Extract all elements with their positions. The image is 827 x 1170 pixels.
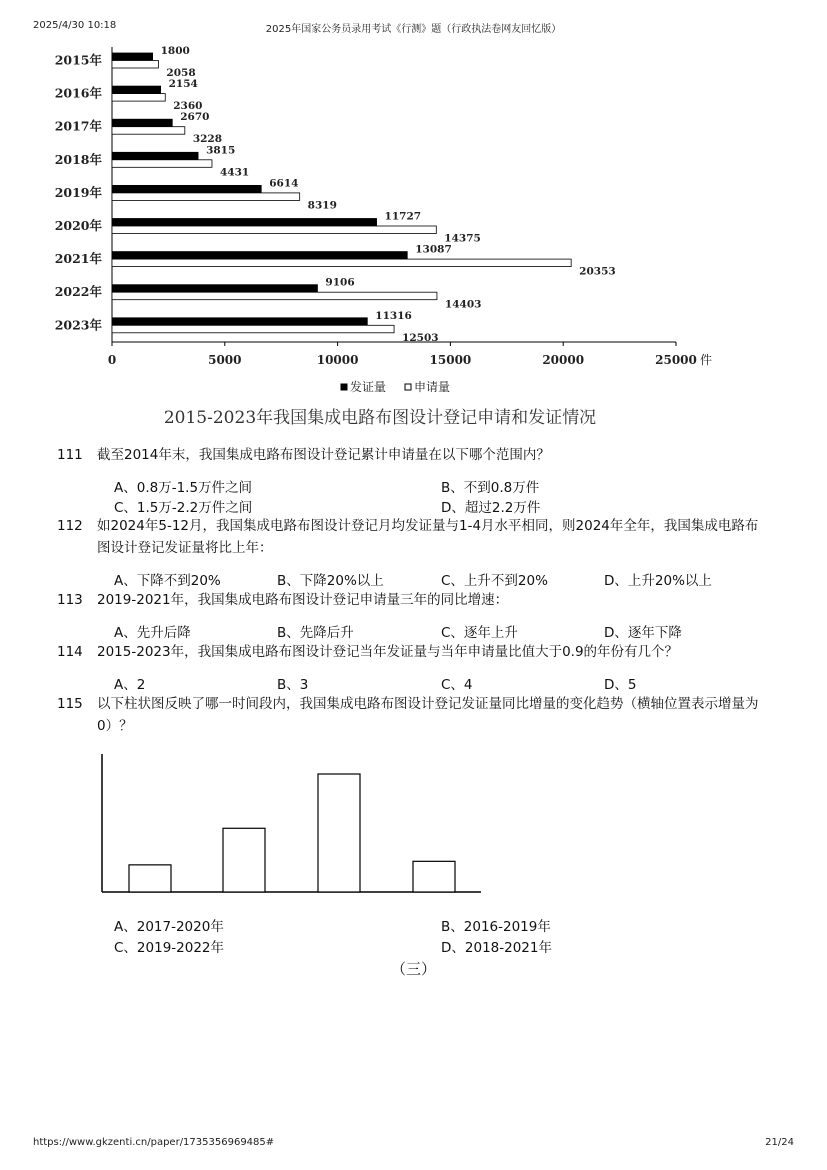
data-label: 2360 <box>173 100 203 113</box>
question-text: 以下柱状图反映了哪一时间段内，我国集成电路布图设计登记发证量同比增量的变化趋势（横轴位置表示增量为0）？ <box>97 696 759 734</box>
data-label: 3228 <box>192 133 223 146</box>
bar-issued <box>112 185 261 193</box>
mini-bar <box>223 828 265 892</box>
option-112-a[interactable]: A、下降不到20% <box>114 573 221 589</box>
data-label: 20353 <box>579 265 616 278</box>
x-tick-label: 15000 <box>429 353 472 367</box>
x-tick-label: 0 <box>107 353 117 367</box>
legend-swatch-applied <box>405 384 411 390</box>
y-tick-label: 2017年 <box>54 118 102 134</box>
mini-bar <box>129 865 171 892</box>
option-114-b[interactable]: B、3 <box>277 677 309 693</box>
legend-swatch-issued <box>341 384 347 390</box>
bar-issued <box>112 86 161 94</box>
bar-chart <box>0 0 827 400</box>
option-111-b[interactable]: B、不到0.8万件 <box>441 480 540 496</box>
document-title: 2025年国家公务员录用考试《行测》题（行政执法卷网友回忆版） <box>265 24 562 35</box>
bar-issued <box>112 119 172 127</box>
bar-applied <box>112 193 300 201</box>
bar-issued <box>112 285 317 293</box>
bar-applied <box>112 292 437 300</box>
option-113-b[interactable]: B、先降后升 <box>277 625 354 641</box>
y-tick-label: 2018年 <box>54 151 102 167</box>
x-tick-label: 20000 <box>542 353 585 367</box>
section-heading: （三） <box>390 960 436 978</box>
question-text: 如2024年5-12月，我国集成电路布图设计登记月均发证量与1-4月水平相同，则2024年全年，我国集成电路布图设计登记发证量将比上年： <box>97 518 759 556</box>
data-label: 3815 <box>206 144 236 157</box>
option-115-a[interactable]: A、2017-2020年 <box>114 919 224 935</box>
x-tick-label: 10000 <box>316 353 359 367</box>
question-number: 113 <box>57 592 83 608</box>
bar-issued <box>112 252 407 260</box>
option-113-a[interactable]: A、先升后降 <box>114 625 191 641</box>
question-number: 112 <box>57 518 83 534</box>
x-tick-label: 5000 <box>208 353 242 367</box>
option-111-c[interactable]: C、1.5万-2.2万件之间 <box>114 500 253 516</box>
option-111-a[interactable]: A、0.8万-1.5万件之间 <box>114 480 253 496</box>
page-number: 21/24 <box>765 1137 794 1148</box>
y-tick-label: 2020年 <box>54 218 102 233</box>
option-112-d[interactable]: D、上升20%以上 <box>604 573 712 589</box>
data-label: 2154 <box>168 78 198 91</box>
bar-applied <box>112 259 571 267</box>
y-tick-label: 2019年 <box>54 184 102 200</box>
option-112-b[interactable]: B、下降20%以上 <box>277 573 384 589</box>
print-datetime: 2025/4/30 10:18 <box>33 20 117 31</box>
bar-applied <box>112 325 394 333</box>
bar-applied <box>112 127 185 135</box>
data-label: 9106 <box>325 276 355 289</box>
bar-applied <box>112 160 212 168</box>
option-114-d[interactable]: D、5 <box>604 677 637 693</box>
bar-applied <box>112 94 165 102</box>
y-tick-label: 2021年 <box>54 251 102 267</box>
question-number: 115 <box>57 696 83 712</box>
data-label: 14375 <box>444 232 481 245</box>
data-label: 2670 <box>180 111 210 124</box>
bar-applied <box>112 226 436 234</box>
data-label: 13087 <box>415 243 452 256</box>
data-label: 12503 <box>402 331 439 344</box>
bar-issued <box>112 318 367 326</box>
data-label: 6614 <box>269 177 299 190</box>
question-number: 114 <box>57 644 83 660</box>
question-text: 2019-2021年，我国集成电路布图设计登记申请量三年的同比增速： <box>97 592 509 608</box>
legend-label-applied: 申请量 <box>414 380 451 394</box>
data-label: 4431 <box>219 166 250 179</box>
option-114-c[interactable]: C、4 <box>441 677 473 693</box>
footer-url: https://www.gkzenti.cn/paper/1735356969485# <box>33 1137 275 1148</box>
question-text: 2015-2023年，我国集成电路布图设计登记当年发证量与当年申请量比值大于0.9的年份有几个？ <box>97 644 679 660</box>
y-tick-label: 2016年 <box>54 85 102 101</box>
option-113-d[interactable]: D、逐年下降 <box>604 625 682 641</box>
question-text: 截至2014年末，我国集成电路布图设计登记累计申请量在以下哪个范围内？ <box>97 447 550 463</box>
y-tick-label: 2022年 <box>54 284 102 300</box>
legend-label-issued: 发证量 <box>350 380 387 394</box>
option-115-c[interactable]: C、2019-2022年 <box>114 940 225 956</box>
data-label: 11316 <box>375 309 412 322</box>
option-112-c[interactable]: C、上升不到20% <box>441 573 548 589</box>
mini-bar <box>413 861 455 892</box>
option-114-a[interactable]: A、2 <box>114 677 146 693</box>
bar-issued <box>112 219 377 227</box>
chart-caption: 2015-2023年我国集成电路布图设计登记申请和发证情况 <box>163 408 597 428</box>
mini-bar <box>318 774 360 892</box>
y-tick-label: 2023年 <box>54 317 102 333</box>
data-label: 11727 <box>384 210 422 223</box>
y-tick-label: 2015年 <box>54 52 102 68</box>
data-label: 14403 <box>444 298 482 311</box>
option-115-d[interactable]: D、2018-2021年 <box>441 940 552 956</box>
x-tick-label: 25000 <box>655 353 697 367</box>
bar-issued <box>112 152 198 160</box>
option-113-c[interactable]: C、逐年上升 <box>441 625 518 641</box>
bar-issued <box>112 53 153 61</box>
data-label: 1800 <box>160 45 190 57</box>
data-label: 2058 <box>166 67 196 79</box>
bar-applied <box>112 61 158 69</box>
data-label: 8319 <box>307 199 337 212</box>
question-number: 111 <box>57 447 83 463</box>
option-111-d[interactable]: D、超过2.2万件 <box>441 500 541 516</box>
x-axis-unit: 件 <box>700 353 713 367</box>
option-115-b[interactable]: B、2016-2019年 <box>441 919 551 935</box>
